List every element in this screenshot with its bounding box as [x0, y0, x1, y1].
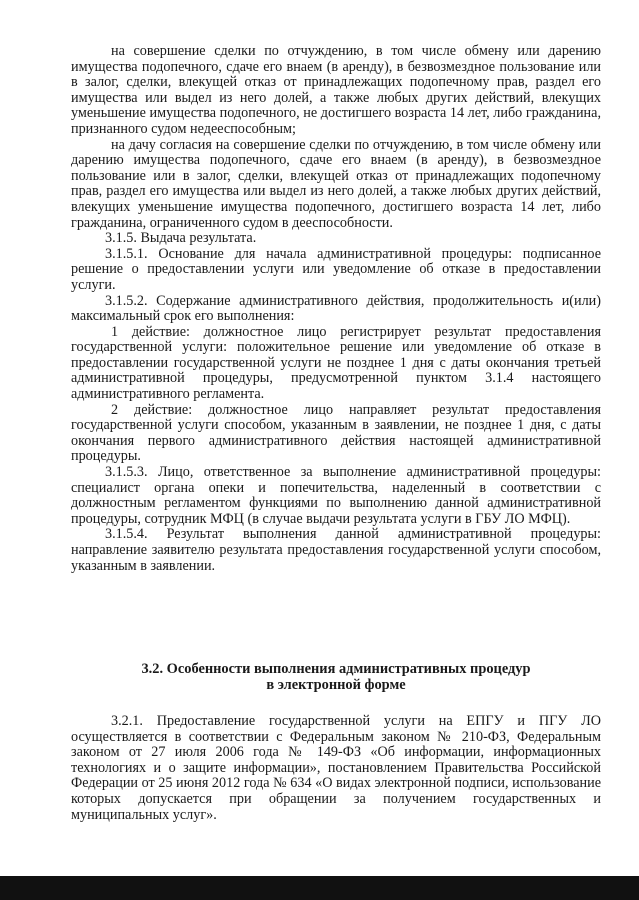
paragraph-consent-transaction: на дачу согласия на совершение сделки по отчуждению, в том числе обмену или дарению имущества подопечного, сдаче его внаем (в аренду), в безвозмездное пользование или в залог, сделки, влекущей отказ от принадлежащих подопечному прав, раздел его имущества или выдел из него долей, а также любых других действий, влекущих уменьшение имущества подопечного, достигшего возраста 14 лет, либо гражданина, ограниченного судом в дееспособности. [71, 136, 601, 231]
paragraph-3-1-5-2: 3.1.5.2. Содержание административного действия, продолжительность и(или) максимальный срок его выполнения: [71, 292, 601, 325]
paragraph-3-1-5-1: 3.1.5.1. Основание для начала административной процедуры: подписанное решение о предоставлении услуги или уведомление об отказе в предоставлении услуги. [71, 245, 601, 293]
section-heading-line-1: 3.2. Особенности выполнения административных процедур [141, 661, 531, 677]
scan-bottom-edge [0, 876, 639, 900]
section-heading-line-2: в электронной форме [266, 676, 406, 693]
paragraph-3-1-5-4: 3.1.5.4. Результат выполнения данной административной процедуры: направление заявителю результата предоставления государственной услуги способом, указанным в заявлении. [71, 526, 601, 574]
section-body [71, 714, 601, 823]
section-heading [71, 662, 601, 694]
paragraph-3-2-1: 3.2.1. Предоставление государственной услуги на ЕПГУ и ПГУ ЛО осуществляется в соответствии с Федеральным законом № 210-ФЗ, Федеральным законом от 27 июля 2006 года № 149-ФЗ «Об информации, информационных технологиях и о защите информации», постановлением Правительства Российской Федерации от 25 июня 2012 года № 634 «О видах электронной подписи, использование которых допускается при обращении за получением государственных и муниципальных услуг». [71, 713, 601, 823]
paragraph-3-1-5: 3.1.5. Выдача результата. [105, 230, 257, 247]
document-body [71, 44, 601, 574]
paragraph-action-2: 2 действие: должностное лицо направляет результат предоставления государственной услуги способом, указанным в заявлении, не позднее 1 дня, с даты окончания первого административного действия настоящей административной процедуры. [71, 401, 601, 465]
paragraph-3-1-5-3: 3.1.5.3. Лицо, ответственное за выполнение административной процедуры: специалист органа опеки и попечительства, наделенный в соответствии с должностным регламентом функциями по выполнению данной административной процедуры, сотрудник МФЦ (в случае выдачи результата услуги в ГБУ ЛО МФЦ). [71, 464, 601, 527]
paragraph-action-1: 1 действие: должностное лицо регистрирует результат предоставления государственной услуги: положительное решение или уведомление об отказе в предоставлении государственной услуги не позднее 1 дня с даты окончания третьей административной процедуры, предусмотренной пунктом 3.1.4 настоящего административного регламента. [71, 323, 601, 403]
paragraph-alienation-transaction: на совершение сделки по отчуждению, в том числе обмену или дарению имущества подопечного, сдаче его внаем (в аренду), в безвозмездное пользование или в залог, сделки, влекущей отказ от принадлежащих подопечному прав, раздел его имущества или выдел из него долей, а также любых других действий, влекущих уменьшение имущества подопечного, не достигшего возраста 14 лет, либо гражданина, признанного судом недееспособным; [71, 43, 601, 137]
